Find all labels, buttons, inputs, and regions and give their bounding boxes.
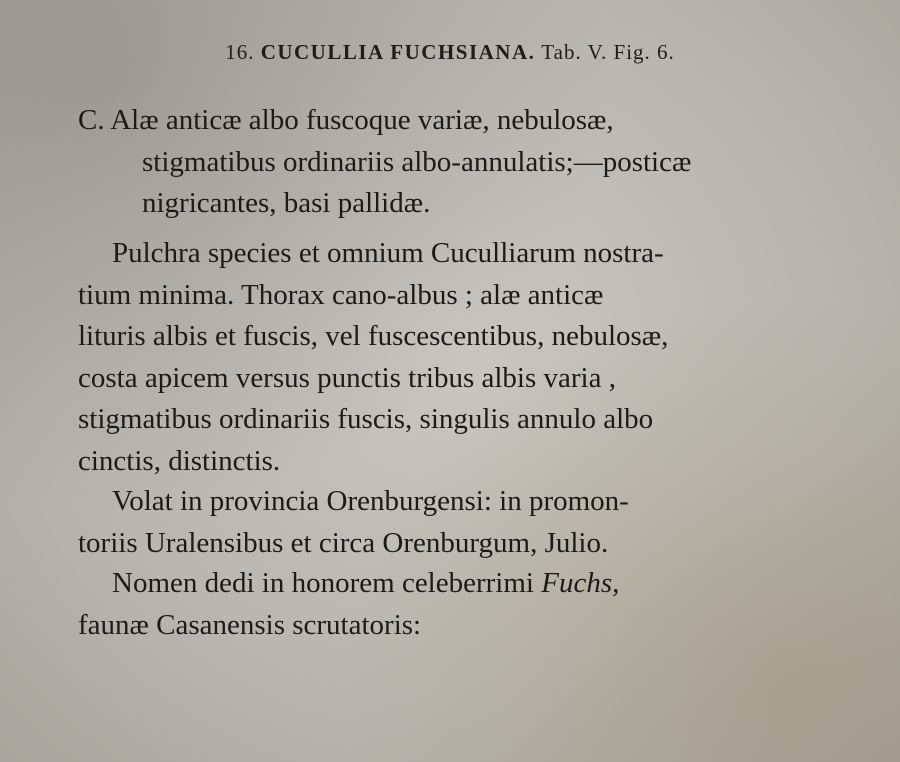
species-heading xyxy=(0,40,900,65)
plate-reference: Tab. V. Fig. 6. xyxy=(541,40,675,64)
dedication-line: faunæ Casanensis scrutatoris: xyxy=(78,608,422,641)
description-line: lituris albis et fuscis, vel fuscescentibus, nebulosæ, xyxy=(78,320,669,352)
dedication-paragraph xyxy=(78,563,838,646)
diagnosis-paragraph xyxy=(78,100,838,225)
diagnosis-line xyxy=(78,100,838,142)
description-line: costa apicem versus punctis tribus albis varia , xyxy=(78,361,616,394)
habitat-paragraph xyxy=(78,481,838,564)
description-line: tium minima. Thorax cano-albus ; alæ anticæ xyxy=(78,278,604,311)
diagnosis-line: nigricantes, basi pallidæ. xyxy=(142,187,431,219)
diagnosis-line: stigmatibus ordinariis albo-annulatis;—posticæ xyxy=(142,145,692,178)
dedication-text: Nomen dedi in honorem celeberrimi xyxy=(112,567,534,599)
description-line: Pulchra species et omnium Cuculliarum nostra- xyxy=(112,237,664,269)
diagnosis-line-text: C. Alæ anticæ albo fuscoque variæ, nebulosæ, xyxy=(78,104,614,136)
species-name: CUCULLIA FUCHSIANA. xyxy=(260,40,536,64)
description-paragraph xyxy=(78,233,838,482)
habitat-line: toriis Uralensibus et circa Orenburgum, Julio. xyxy=(78,526,609,559)
species-number: 16. xyxy=(225,40,255,64)
description-line: stigmatibus ordinariis fuscis, singulis annulo albo xyxy=(78,403,654,435)
dedication-line xyxy=(78,563,838,605)
dedicatee-name: Fuchs, xyxy=(541,567,620,599)
habitat-line: Volat in provincia Orenburgensi: in promon- xyxy=(112,485,629,517)
description-line: cinctis, distinctis. xyxy=(78,444,281,477)
